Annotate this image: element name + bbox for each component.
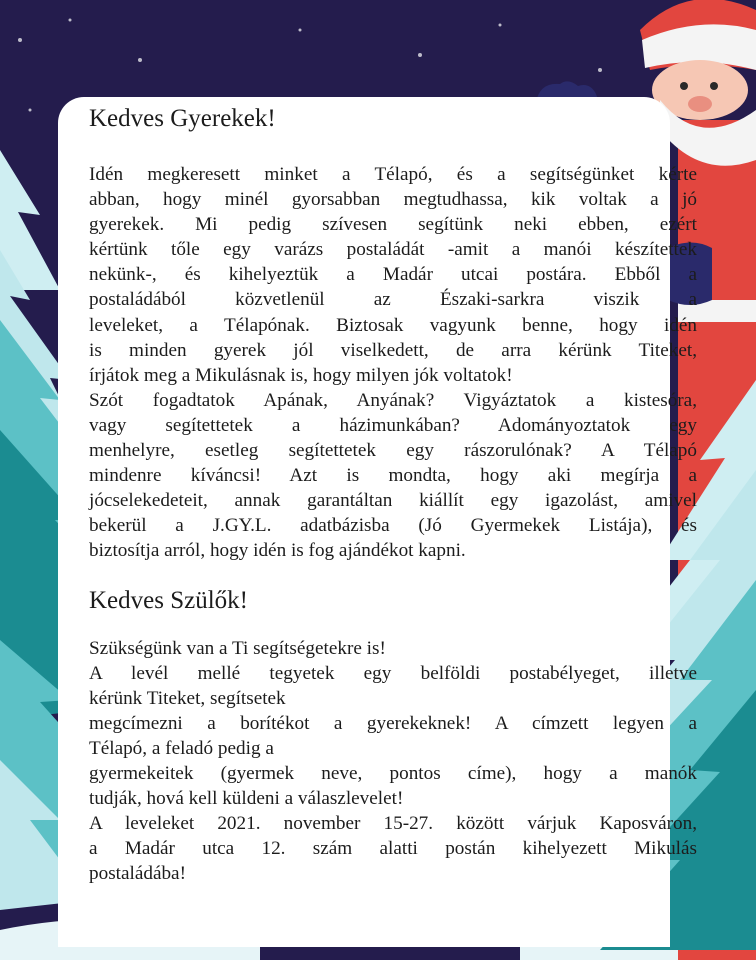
text-line: kértünk tőle egy varázs postaládát -amit a manói készítettek bbox=[89, 239, 697, 261]
parents-heading: Kedves Szülők! bbox=[89, 586, 248, 614]
text-line: abban, hogy minél gyorsabban megtudhassa, kik voltak a jó bbox=[89, 189, 697, 211]
text-line: jócselekedeteit, annak garantáltan kiállít egy igazolást, amivel bbox=[89, 490, 697, 512]
text-line: A levél mellé tegyetek egy belföldi postabélyeget, illetve bbox=[89, 662, 697, 684]
text-line: nekünk-, és kihelyeztük a Madár utcai postára. Ebből a bbox=[89, 264, 697, 286]
parents-message bbox=[89, 636, 697, 887]
text-line: A leveleket 2021. november 15-27. között várjuk Kaposváron, bbox=[89, 813, 697, 835]
text-line: a Madár utca 12. szám alatti postán kihelyezett Mikulás bbox=[89, 838, 697, 860]
text-line: tudják, hová kell küldeni a válaszlevelet! bbox=[89, 788, 404, 810]
text-line: Szót fogadtatok Apának, Anyának? Vigyáztatok a kistesóra, bbox=[89, 389, 697, 411]
children-heading: Kedves Gyerekek! bbox=[89, 105, 276, 132]
children-message bbox=[89, 162, 697, 564]
letter-text bbox=[89, 100, 697, 886]
text-line: leveleket, a Télapónak. Biztosak vagyunk benne, hogy idén bbox=[89, 314, 697, 336]
text-line: biztosítja arról, hogy idén is fog ajándékot kapni. bbox=[89, 540, 466, 562]
text-line: menhelyre, esetleg segítettetek egy rászorulónak? A Télapó bbox=[89, 440, 697, 462]
text-line: kérünk Titeket, segítsetek bbox=[89, 687, 286, 709]
text-line: is minden gyerek jól viselkedett, de arra kérünk Titeket, bbox=[89, 339, 697, 361]
text-line: postaládából közvetlenül az Északi-sarkra viszik a bbox=[89, 289, 697, 311]
text-line: gyermekeitek (gyermek neve, pontos címe), hogy a manók bbox=[89, 762, 697, 784]
text-line: Szükségünk van a Ti segítségetekre is! bbox=[89, 637, 386, 659]
text-line: mindenre kíváncsi! Azt is mondta, hogy aki megírja a bbox=[89, 465, 697, 487]
text-line: írjátok meg a Mikulásnak is, hogy milyen jók voltatok! bbox=[89, 364, 513, 386]
text-line: Télapó, a feladó pedig a bbox=[89, 737, 274, 759]
text-line: Idén megkeresett minket a Télapó, és a segítségünket kérte bbox=[89, 164, 697, 185]
text-line: postaládába! bbox=[89, 863, 186, 885]
text-line: gyerekek. Mi pedig szívesen segítünk neki ebben, ezért bbox=[89, 214, 697, 236]
text-line: bekerül a J.GY.L. adatbázisba (Jó Gyermekek Listája), és bbox=[89, 515, 697, 537]
text-line: vagy segítettetek a házimunkában? Adományoztatok egy bbox=[89, 414, 697, 436]
text-line: megcímezni a borítékot a gyerekeknek! A címzett legyen a bbox=[89, 712, 697, 734]
